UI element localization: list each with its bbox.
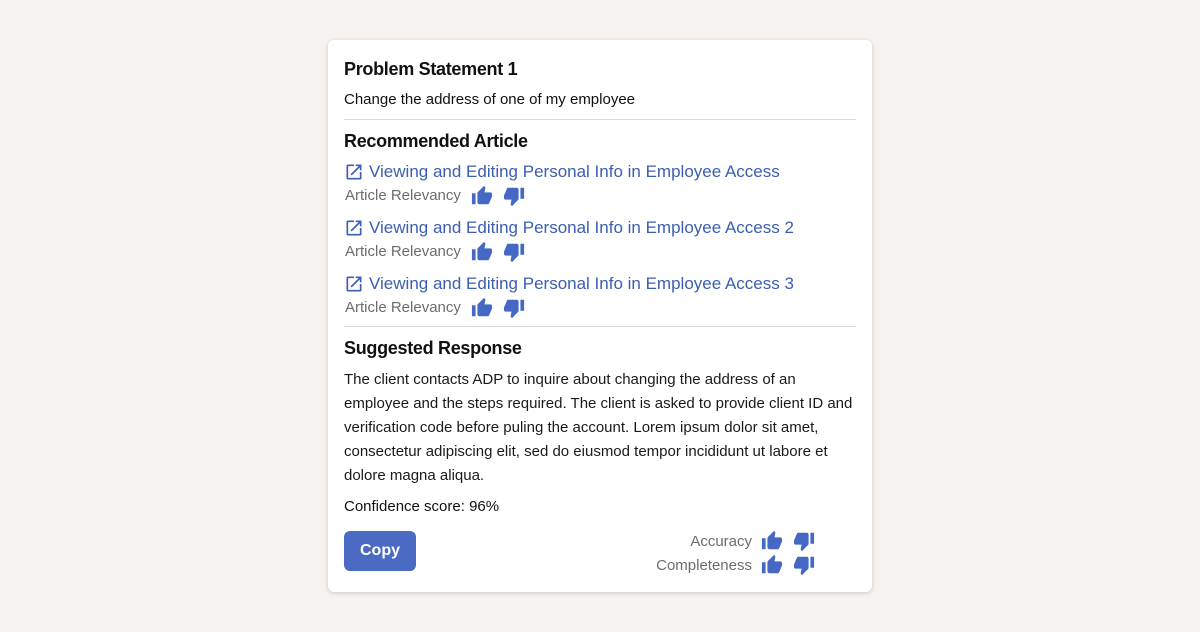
- problem-text: Change the address of one of my employee: [344, 91, 636, 108]
- article-relevancy: [345, 296, 856, 320]
- external-link-icon: [344, 274, 364, 294]
- article-link[interactable]: [344, 272, 856, 296]
- article-title: Viewing and Editing Personal Info in Employee Access 2: [369, 218, 794, 237]
- thumbs-down-button[interactable]: [502, 185, 526, 207]
- thumbs-up-button[interactable]: [760, 530, 784, 552]
- article-item: [344, 272, 856, 320]
- thumbs-up-button[interactable]: [470, 241, 494, 263]
- completeness-rating: [656, 553, 816, 577]
- thumbs-down-icon: [503, 185, 525, 207]
- article-link[interactable]: [344, 160, 856, 184]
- response-text: The client contacts ADP to inquire about changing the address of an employee and the steps required. The client is asked to provide client ID and verification code before puling the account. Lorem ipsum dolor sit amet, consectetur adipiscing elit, sed do eiusmod tempor incididunt ut labore et dolore magna aliqua.: [344, 371, 853, 484]
- thumbs-down-icon: [503, 241, 525, 263]
- external-link-icon: [344, 162, 364, 182]
- response-title: Suggested Response: [344, 338, 522, 358]
- recommended-title: Recommended Article: [344, 131, 528, 151]
- thumbs-up-icon: [761, 554, 783, 576]
- confidence-score: Confidence score: 96%: [344, 498, 500, 515]
- response-actions: [344, 531, 856, 581]
- thumbs-down-icon: [793, 530, 815, 552]
- relevancy-label: Article Relevancy: [345, 187, 461, 204]
- thumbs-down-icon: [793, 554, 815, 576]
- relevancy-label: Article Relevancy: [345, 299, 461, 316]
- accuracy-label: Accuracy: [690, 532, 752, 550]
- article-item: [344, 216, 856, 264]
- response-ratings: [656, 529, 816, 577]
- article-relevancy: [345, 240, 856, 264]
- thumbs-up-button[interactable]: [470, 185, 494, 207]
- article-title: Viewing and Editing Personal Info in Employee Access 3: [369, 274, 794, 293]
- article-link[interactable]: [344, 216, 856, 240]
- copy-button[interactable]: Copy: [344, 531, 416, 571]
- accuracy-rating: [656, 529, 816, 553]
- thumbs-down-button[interactable]: [792, 554, 816, 576]
- thumbs-up-icon: [471, 241, 493, 263]
- problem-title: Problem Statement 1: [344, 59, 518, 79]
- relevancy-label: Article Relevancy: [345, 243, 461, 260]
- completeness-label: Completeness: [656, 556, 752, 574]
- thumbs-down-button[interactable]: [502, 241, 526, 263]
- divider: [344, 326, 856, 327]
- thumbs-down-icon: [503, 297, 525, 319]
- article-title: Viewing and Editing Personal Info in Employee Access: [369, 162, 780, 181]
- thumbs-up-button[interactable]: [470, 297, 494, 319]
- response-card: [328, 40, 872, 592]
- thumbs-down-button[interactable]: [792, 530, 816, 552]
- thumbs-up-icon: [761, 530, 783, 552]
- thumbs-down-button[interactable]: [502, 297, 526, 319]
- thumbs-up-button[interactable]: [760, 554, 784, 576]
- article-item: [344, 160, 856, 208]
- article-relevancy: [345, 184, 856, 208]
- thumbs-up-icon: [471, 185, 493, 207]
- external-link-icon: [344, 218, 364, 238]
- thumbs-up-icon: [471, 297, 493, 319]
- divider: [344, 119, 856, 120]
